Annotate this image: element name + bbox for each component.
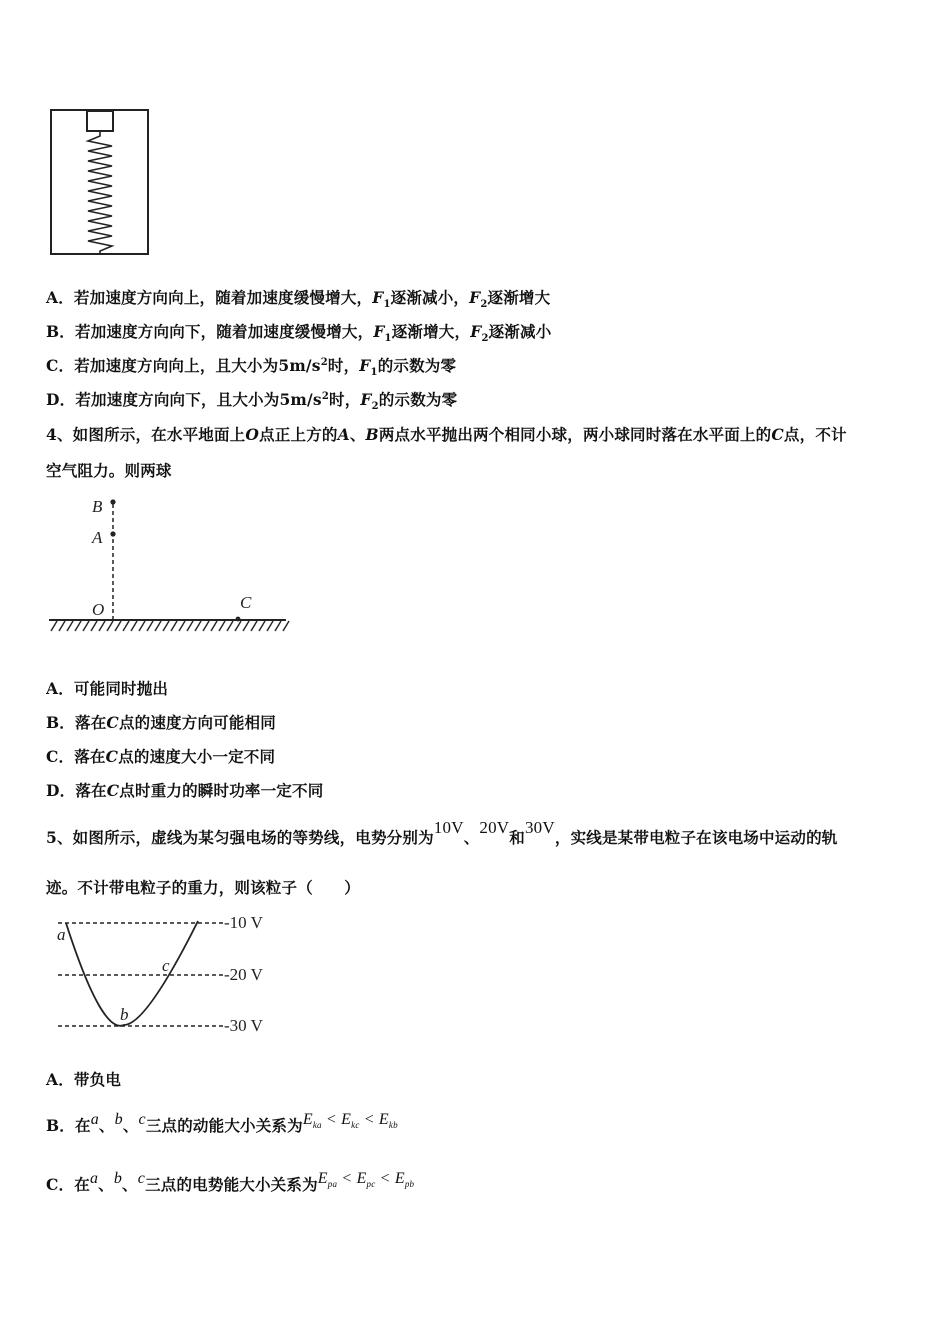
hatch-mark [187, 621, 193, 631]
hatch-mark [59, 621, 65, 631]
hatch-mark [267, 621, 273, 631]
hatch-mark [203, 621, 209, 631]
point-b [110, 499, 115, 504]
hatch-mark [211, 621, 217, 631]
q5-option-c: C．在a、b、c三点的电势能大小关系为$E_{pa} < E_{pc} < E_{pb}$ [46, 1170, 415, 1194]
label-20v: -20 V [224, 965, 263, 984]
hatch-mark [259, 621, 265, 631]
q4-stem-line1: 4、如图所示，在水平地面上O点正上方的A、B两点水平抛出两个相同小球，两小球同时落在水平面上的C点，不计 [46, 425, 847, 444]
label-a-point: a [57, 925, 66, 944]
hatch-mark [115, 621, 121, 631]
hatch-mark [275, 621, 281, 631]
spring-box-figure [44, 104, 164, 264]
label-c: C [240, 593, 252, 612]
particle-trajectory [66, 921, 198, 1026]
hatch-mark [75, 621, 81, 631]
kinetic-energy-relation: $E_{ka} < E_{kc} < E_{kb}$ [302, 1111, 398, 1131]
q5-option-a: A．带负电 [46, 1070, 122, 1089]
label-o: O [92, 600, 105, 619]
q3-option-c: C．若加速度方向向上，且大小为$5m/s^2$时，$F_1$的示数为零 [46, 356, 457, 379]
q5-stem-line2: 迹。不计带电粒子的重力，则该粒子（ ） [46, 878, 361, 897]
label-10v: -10 V [224, 913, 263, 932]
hatch-mark [107, 621, 113, 631]
label-c-point: c [162, 956, 170, 975]
label-a: A [92, 528, 103, 547]
spring [88, 131, 112, 254]
potential-energy-relation: $E_{pa} < E_{pc} < E_{pb}$ [317, 1170, 415, 1190]
block [87, 111, 113, 131]
label-b-point: b [120, 1005, 129, 1024]
ground-hatch [51, 621, 289, 631]
hatch-mark [283, 621, 289, 631]
q4-option-a: A．可能同时抛出 [46, 679, 169, 698]
hatch-mark [155, 621, 161, 631]
q3-option-b: B．若加速度方向向下，随着加速度缓慢增大，$F_1$逐渐增大，$F_2$逐渐减小 [46, 322, 552, 345]
label-30v: -30 V [224, 1016, 263, 1035]
q3-option-a: A．若加速度方向向上，随着加速度缓慢增大，$F_1$逐渐减小，$F_2$逐渐增大 [46, 288, 551, 311]
hatch-mark [235, 621, 241, 631]
hatch-mark [91, 621, 97, 631]
q5-option-b: B．在a、b、c三点的动能大小关系为$E_{ka} < E_{kc} < E_{kb}$ [46, 1111, 398, 1135]
q3-option-d: D．若加速度方向向下，且大小为$5m/s^2$时，$F_2$的示数为零 [46, 390, 458, 413]
hatch-mark [67, 621, 73, 631]
hatch-mark [251, 621, 257, 631]
q5-stem-line1: 5、如图所示，虚线为某匀强电场的等势线，电势分别为10V、20V和30V，实线是某带电粒子在该电场中运动的轨 [46, 818, 838, 847]
hatch-mark [163, 621, 169, 631]
q4-option-c: C．落在C点的速度大小一定不同 [46, 747, 276, 766]
hatch-mark [99, 621, 105, 631]
hatch-mark [243, 621, 249, 631]
hatch-mark [131, 621, 137, 631]
hatch-mark [51, 621, 57, 631]
hatch-mark [123, 621, 129, 631]
hatch-mark [195, 621, 201, 631]
hatch-mark [227, 621, 233, 631]
equipotential-figure [44, 905, 284, 1035]
hatch-mark [171, 621, 177, 631]
q4-stem-line2: 空气阻力。则两球 [46, 461, 172, 480]
hatch-mark [147, 621, 153, 631]
hatch-mark [219, 621, 225, 631]
hatch-mark [139, 621, 145, 631]
q4-option-d: D．落在C点时重力的瞬时功率一定不同 [46, 781, 324, 800]
projectile-figure [44, 492, 294, 642]
hatch-mark [179, 621, 185, 631]
q4-option-b: B．落在C点的速度方向可能相同 [46, 713, 276, 732]
label-b: B [92, 497, 103, 516]
hatch-mark [83, 621, 89, 631]
